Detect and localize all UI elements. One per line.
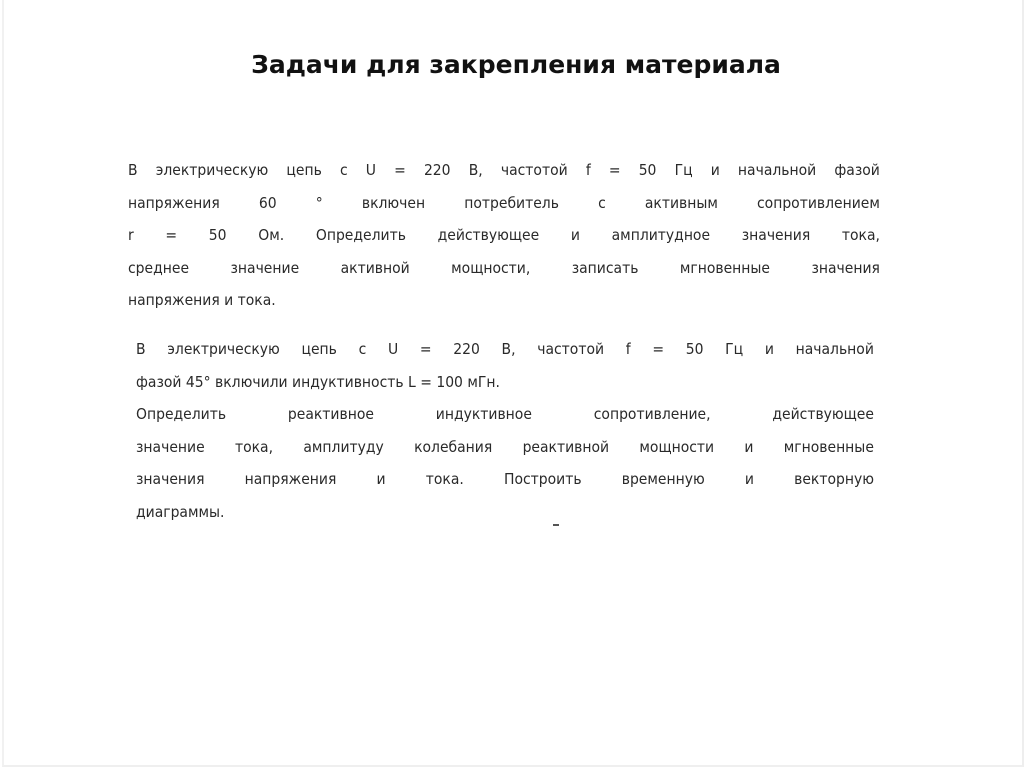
word: напряжения: [244, 470, 337, 488]
word: значения: [741, 226, 811, 244]
word: начальной: [737, 161, 817, 179]
word: действующее: [772, 405, 874, 423]
word: значения: [136, 470, 205, 488]
word: электрическую: [155, 161, 269, 179]
word: f: [585, 161, 591, 179]
word: активным: [644, 193, 718, 212]
word: сопротивление,: [593, 405, 711, 423]
word: 50: [208, 226, 227, 244]
word: В: [128, 161, 138, 179]
word: 220: [423, 161, 451, 179]
word: включен: [361, 193, 426, 212]
word: =: [652, 340, 665, 358]
problem-2-line: фазой 45° включили индуктивность L = 100 мГн.: [136, 372, 500, 391]
word: значение: [136, 437, 205, 456]
word: =: [608, 161, 621, 179]
word: 50: [638, 161, 657, 179]
word: электрическую: [167, 340, 280, 358]
word: В,: [468, 161, 483, 179]
word: =: [165, 226, 178, 244]
word: векторную: [794, 470, 874, 488]
word: и: [744, 470, 754, 488]
word: реактивной: [522, 437, 610, 456]
word: мощности: [639, 437, 715, 456]
word: В: [136, 340, 146, 358]
word: f: [625, 340, 631, 358]
word: временную: [621, 470, 705, 488]
word: значение: [230, 258, 300, 277]
problem-1-line: [128, 157, 880, 190]
word: =: [394, 161, 406, 179]
word: индуктивное: [435, 405, 532, 423]
word: мгновенные: [783, 437, 874, 456]
word: Построить: [503, 470, 582, 488]
word: записать: [571, 258, 639, 277]
word: °: [315, 193, 323, 212]
problem-2-line: [136, 434, 874, 467]
slide: [2, 0, 1024, 767]
word: тока,: [234, 437, 274, 456]
problem-1-line: напряжения и тока.: [128, 291, 276, 309]
problem-1-text: [128, 157, 880, 320]
word: частотой: [537, 340, 605, 358]
slide-title: Задачи для закрепления материала: [251, 50, 781, 79]
word: среднее: [128, 258, 190, 277]
word: цепь: [301, 340, 337, 358]
word: амплитудное: [611, 226, 711, 244]
word: частотой: [500, 161, 568, 179]
word: 50: [685, 340, 704, 358]
word: Определить: [315, 226, 406, 244]
word: и: [376, 470, 386, 488]
problem-1-line: [128, 222, 880, 255]
word: U: [387, 340, 399, 358]
word: и: [744, 437, 754, 456]
word: =: [419, 340, 432, 358]
word: U: [365, 161, 376, 179]
word: с: [358, 340, 367, 358]
word: тока.: [425, 470, 464, 488]
problem-2-line: [136, 336, 874, 369]
word: Гц: [674, 161, 693, 179]
word: с: [339, 161, 348, 179]
word: фазой: [834, 161, 880, 179]
word: колебания: [414, 437, 493, 456]
problem-2-text: [136, 336, 874, 531]
word: мощности,: [451, 258, 531, 277]
word: сопротивлением: [757, 193, 880, 212]
word: с: [598, 193, 606, 212]
word: цепь: [286, 161, 322, 179]
word: В,: [501, 340, 516, 358]
word: напряжения: [128, 193, 220, 212]
problem-1-line: [128, 255, 880, 288]
problem-2-line: диаграммы.: [136, 502, 225, 521]
word: значения: [811, 258, 880, 277]
word: активной: [340, 258, 410, 277]
word: потребитель: [464, 193, 559, 212]
problem-2-line: [136, 401, 874, 434]
word: 220: [453, 340, 480, 358]
word: реактивное: [287, 405, 374, 423]
word: r: [128, 226, 134, 244]
problem-2-line: [136, 466, 874, 499]
word: и: [710, 161, 720, 179]
word: амплитуду: [303, 437, 384, 456]
word: мгновенные: [679, 258, 771, 277]
word: Определить: [136, 405, 227, 423]
word: и: [764, 340, 774, 358]
word: начальной: [795, 340, 874, 358]
problem-1-line: [128, 190, 880, 223]
word: тока,: [841, 226, 880, 244]
word: 60: [258, 193, 277, 212]
word: и: [570, 226, 580, 244]
word: действующее: [437, 226, 540, 244]
word: Ом.: [258, 226, 285, 244]
word: Гц: [725, 340, 744, 358]
stray-dash-mark: [553, 524, 559, 526]
